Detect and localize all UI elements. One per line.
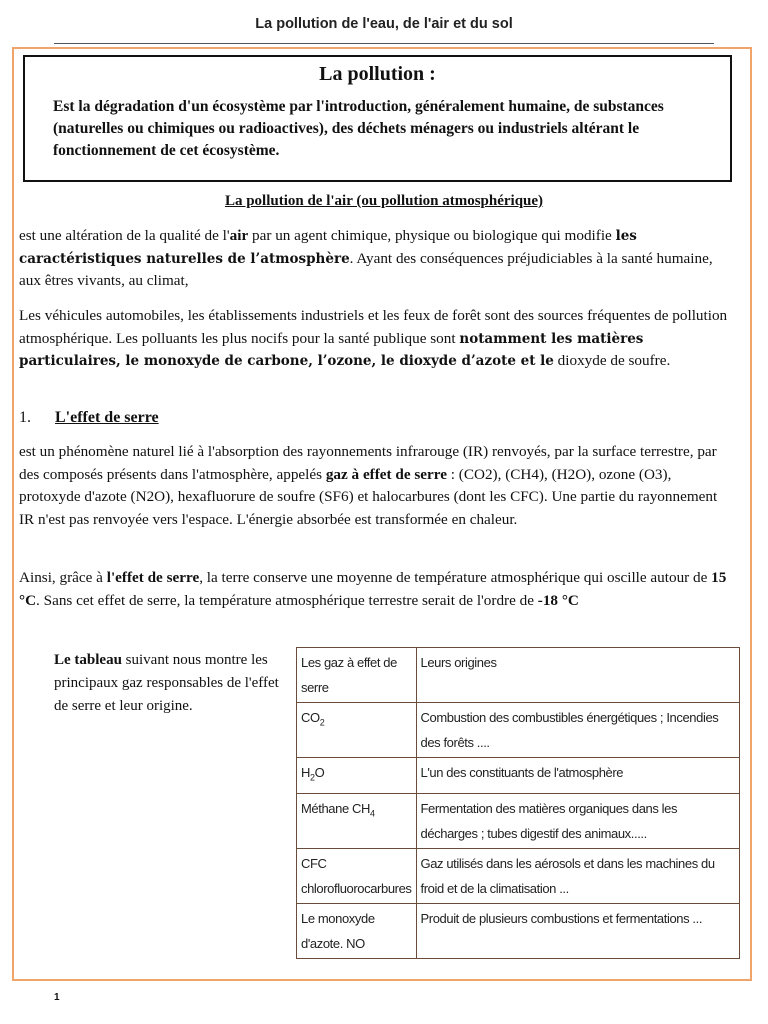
gas-name-suffix: O [314, 765, 325, 780]
air-pollution-title: La pollution de l'air (ou pollution atmosphérique) [224, 193, 544, 209]
gas-cell [297, 793, 417, 848]
greenhouse-paragraph-2 [19, 567, 734, 612]
table-row [297, 793, 740, 848]
table-row [297, 703, 740, 758]
greenhouse-gas-table [296, 647, 740, 959]
gas-cell: Le monoxyde d'azote. NO [297, 903, 417, 958]
greenhouse-heading-label: L'effet de serre [55, 409, 159, 426]
text-run: Les véhicules automobiles, les établissements industriels et les feux de forêt sont des sources fréquentes de pollution atmosphérique. Les polluants les plus nocifs pour la santé publique sont [19, 307, 728, 347]
text-run: , la terre conserve une moyenne de température atmosphérique qui oscille autour de [199, 569, 712, 586]
text-run: par un agent chimique, physique ou biologique qui modifie [248, 227, 616, 244]
origin-cell: Fermentation des matières organiques dans les décharges ; tubes digestif des animaux..... [416, 793, 740, 848]
greenhouse-paragraph-1 [19, 441, 734, 531]
air-pollution-paragraph-2 [19, 305, 734, 373]
text-run: Ainsi, grâce à [19, 569, 107, 586]
gas-name: H [301, 765, 310, 780]
text-run-bold: les caractéristiques naturelles de l’atmosphère [19, 228, 637, 267]
table-header-row [297, 648, 740, 703]
page-number: 1 [54, 992, 60, 1003]
text-run: . Sans cet effet de serre, la température atmosphérique terrestre serait de l'ordre de [36, 591, 538, 609]
origin-cell: Combustion des combustibles énergétiques ; Incendies des forêts .... [416, 703, 740, 758]
text-run-bold: notamment les matières particulaires, le monoxyde de carbone, l’ozone, le dioxyde d’azote et le [19, 330, 644, 369]
text-run-bold: -18 °C [537, 591, 579, 609]
definition-title: La pollution : [319, 63, 436, 85]
gas-name: CO [301, 710, 320, 725]
table-row [297, 758, 740, 794]
gas-cell: CFC chlorofluorocarbures [297, 848, 417, 903]
origin-cell: L'un des constituants de l'atmosphère [416, 758, 740, 794]
table-row [297, 903, 740, 958]
text-run: : (CO2), (CH4), (H2O), ozone (O3), protoxyde d'azote (N2O), hexafluorure de soufre (SF6) et halocarbures (dont les CFC). Une partie du rayonnement IR n'est pas renvoyée vers l'espace. L'énergie absorbée est transformée en chaleur. [19, 465, 718, 528]
gas-subscript: 2 [319, 717, 325, 728]
gas-cell [297, 703, 417, 758]
table-header-cell: Les gaz à effet de serre [297, 648, 417, 703]
text-run: suivant nous montre les principaux gaz responsables de l'effet de serre et leur origine. [54, 652, 279, 714]
text-run: dioxyde de soufre. [553, 352, 671, 369]
gas-cell [297, 758, 417, 794]
text-run-bold: 15 °C [19, 569, 727, 609]
origin-cell: Gaz utilisés dans les aérosols et dans les machines du froid et de la climatisation ... [416, 848, 740, 903]
text-run-bold: l'effet de serre [106, 569, 200, 586]
text-run-bold: gaz à effet de serre [325, 465, 447, 483]
definition-text: Est la dégradation d'un écosystème par l'introduction, généralement humaine, de substances (naturelles ou chimiques ou radioactives), des déchets ménagers ou industriels altérant le fonctionnement de cet écosystème. [53, 98, 664, 159]
document-header-title: La pollution de l'eau, de l'air et du sol [255, 16, 513, 32]
text-run: est un phénomène naturel lié à l'absorption des rayonnements infrarouge (IR) renvoyés, par la surface terrestre, par des composés présents dans l'atmosphère, appelés [19, 443, 717, 483]
table-intro-text [54, 649, 284, 718]
text-run-bold: Le tableau [54, 652, 122, 668]
list-number: 1. [19, 409, 31, 426]
gas-name: Méthane CH [301, 800, 370, 816]
origin-cell: Produit de plusieurs combustions et fermentations ... [416, 903, 740, 958]
text-run: . Ayant des conséquences préjudiciables à la santé humaine, aux êtres vivants, au climat, [19, 249, 713, 289]
greenhouse-heading [19, 407, 159, 429]
air-pollution-paragraph-1 [19, 225, 734, 293]
definition-box [23, 55, 732, 182]
header-divider [54, 43, 714, 44]
text-run: est une altération de la qualité de l' [19, 227, 230, 244]
text-run-bold: air [229, 227, 249, 244]
table-header-cell: Leurs origines [416, 648, 740, 703]
table-row [297, 848, 740, 903]
gas-subscript: 2 [310, 772, 315, 783]
gas-subscript: 4 [369, 808, 375, 819]
